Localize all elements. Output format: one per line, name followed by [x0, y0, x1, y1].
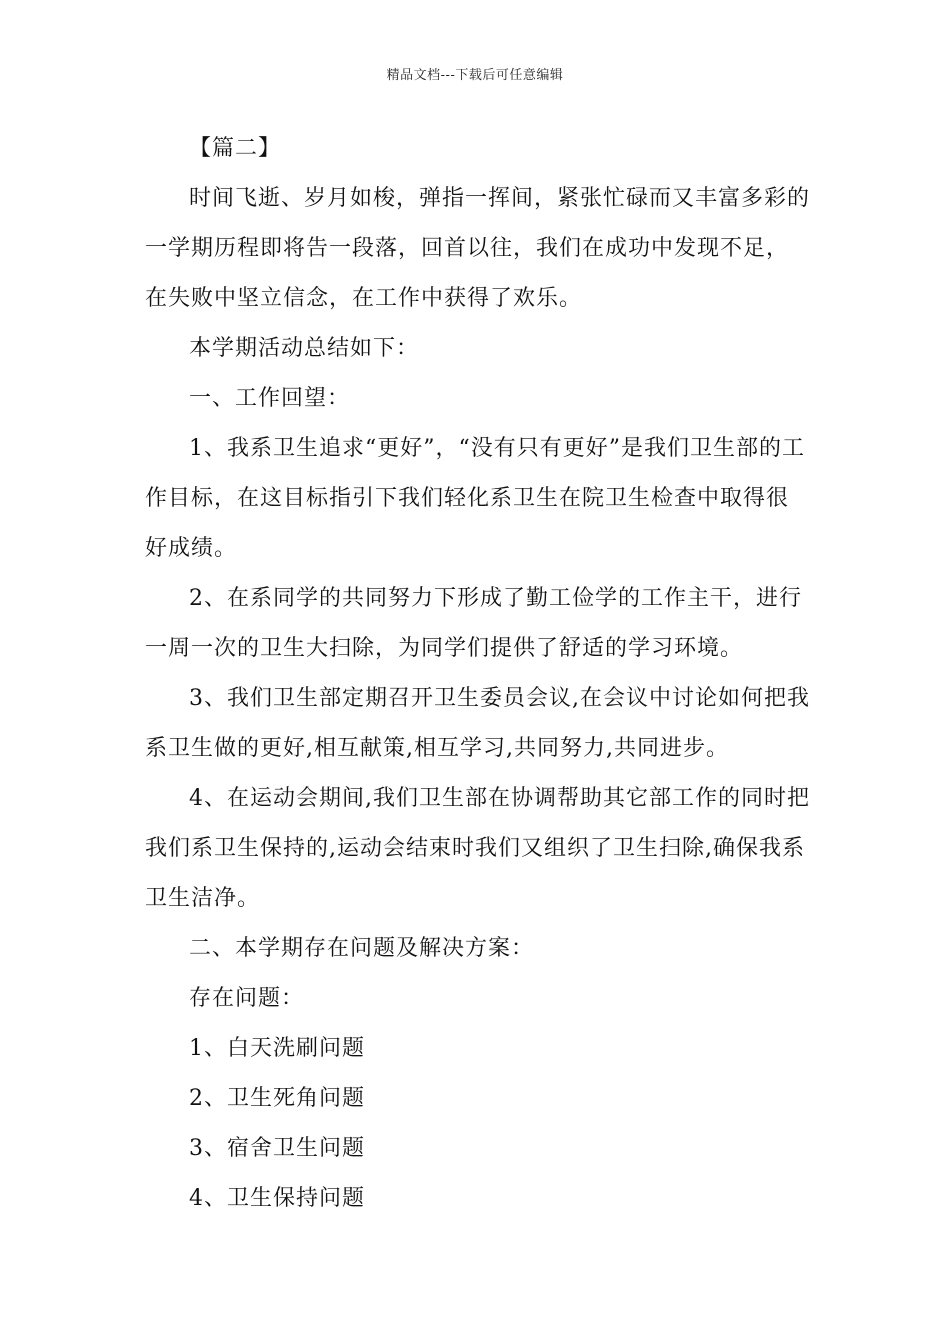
- problem-item-4: 4、卫生保持问题: [189, 1186, 365, 1211]
- heading-work-review: 一、工作回望：: [189, 386, 351, 411]
- review-item-1: 1、我系卫生追求“更好”，“没有只有更好”是我们卫生部的工作目标，在这目标指引下我们轻化系卫生在院卫生检查中取得很好成绩。: [145, 436, 805, 561]
- review-item-3: 3、我们卫生部定期召开卫生委员会议,在会议中讨论如何把我系卫生做的更好,相互献策,相互学习,共同努力,共同进步。: [145, 686, 810, 761]
- intro-paragraph: 时间飞逝、岁月如梭，弹指一挥间，紧张忙碌而又丰富多彩的一学期历程即将告一段落，回首以往，我们在成功中发现不足，在失败中坚立信念，在工作中获得了欢乐。: [145, 186, 811, 311]
- summary-lead: 本学期活动总结如下：: [189, 336, 420, 361]
- review-item-2: 2、在系同学的共同努力下形成了勤工俭学的工作主干，进行一周一次的卫生大扫除，为同学们提供了舒适的学习环境。: [145, 586, 802, 661]
- problem-item-3: 3、宿舍卫生问题: [189, 1136, 365, 1161]
- document-body: [145, 124, 810, 1224]
- review-item-4: 4、在运动会期间,我们卫生部在协调帮助其它部工作的同时把我们系卫生保持的,运动会结束时我们又组织了卫生扫除,确保我系卫生洁净。: [145, 786, 810, 911]
- problem-item-2: 2、卫生死角问题: [189, 1086, 365, 1111]
- section-title: 【篇二】: [189, 136, 282, 161]
- page-header: 精品文档---下载后可任意编辑: [386, 68, 564, 83]
- problems-lead: 存在问题：: [189, 986, 305, 1011]
- problem-item-1: 1、白天洗刷问题: [189, 1036, 365, 1061]
- heading-problems-solutions: 二、本学期存在问题及解决方案：: [189, 936, 535, 961]
